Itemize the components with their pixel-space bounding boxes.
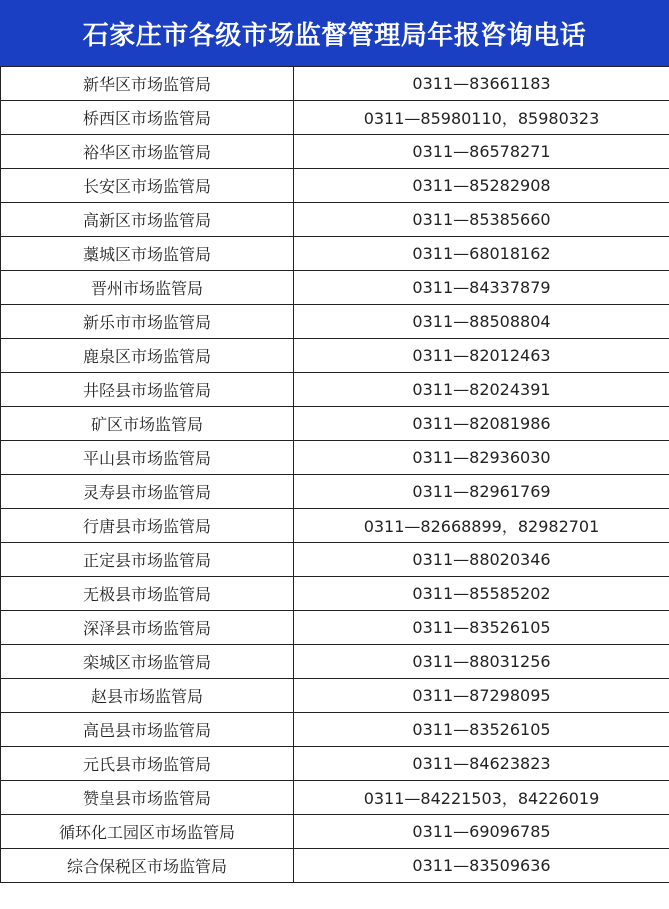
contact-table	[0, 66, 669, 883]
table-row	[1, 101, 669, 135]
phone-number-cell: 0311—82024391	[294, 373, 669, 407]
table-row	[1, 577, 669, 611]
agency-name-cell: 晋州市场监管局	[1, 271, 294, 305]
phone-number-cell: 0311—83526105	[294, 611, 669, 645]
phone-number-cell: 0311—85385660	[294, 203, 669, 237]
agency-name-cell: 无极县市场监管局	[1, 577, 294, 611]
phone-number-cell: 0311—88508804	[294, 305, 669, 339]
agency-name-cell: 裕华区市场监管局	[1, 135, 294, 169]
table-row	[1, 271, 669, 305]
table-row	[1, 305, 669, 339]
phone-number-cell: 0311—69096785	[294, 815, 669, 849]
phone-number-cell: 0311—85282908	[294, 169, 669, 203]
phone-number-cell: 0311—88020346	[294, 543, 669, 577]
table-row	[1, 237, 669, 271]
phone-number-cell: 0311—86578271	[294, 135, 669, 169]
phone-number-cell: 0311—85585202	[294, 577, 669, 611]
table-row	[1, 373, 669, 407]
agency-name-cell: 平山县市场监管局	[1, 441, 294, 475]
agency-name-cell: 元氏县市场监管局	[1, 747, 294, 781]
agency-name-cell: 行唐县市场监管局	[1, 509, 294, 543]
agency-name-cell: 桥西区市场监管局	[1, 101, 294, 135]
agency-name-cell: 新乐市市场监管局	[1, 305, 294, 339]
phone-number-cell: 0311—82668899，82982701	[294, 509, 669, 543]
phone-number-cell: 0311—68018162	[294, 237, 669, 271]
phone-number-cell: 0311—84337879	[294, 271, 669, 305]
agency-name-cell: 井陉县市场监管局	[1, 373, 294, 407]
table-row	[1, 67, 669, 101]
contact-table-body	[1, 67, 669, 883]
page-title: 石家庄市各级市场监督管理局年报咨询电话	[0, 0, 669, 66]
agency-name-cell: 综合保税区市场监管局	[1, 849, 294, 883]
phone-number-cell: 0311—82936030	[294, 441, 669, 475]
agency-name-cell: 深泽县市场监管局	[1, 611, 294, 645]
phone-number-cell: 0311—82012463	[294, 339, 669, 373]
phone-number-cell: 0311—82081986	[294, 407, 669, 441]
table-row	[1, 713, 669, 747]
agency-name-cell: 矿区市场监管局	[1, 407, 294, 441]
table-row	[1, 611, 669, 645]
phone-number-cell: 0311—84221503，84226019	[294, 781, 669, 815]
table-row	[1, 475, 669, 509]
phone-number-cell: 0311—87298095	[294, 679, 669, 713]
table-row	[1, 815, 669, 849]
agency-name-cell: 栾城区市场监管局	[1, 645, 294, 679]
agency-name-cell: 赵县市场监管局	[1, 679, 294, 713]
phone-number-cell: 0311—88031256	[294, 645, 669, 679]
contact-table-container	[0, 66, 669, 909]
phone-number-cell: 0311—85980110，85980323	[294, 101, 669, 135]
phone-number-cell: 0311—82961769	[294, 475, 669, 509]
table-row	[1, 781, 669, 815]
table-row	[1, 135, 669, 169]
phone-number-cell: 0311—83526105	[294, 713, 669, 747]
table-row	[1, 679, 669, 713]
agency-name-cell: 赞皇县市场监管局	[1, 781, 294, 815]
phone-number-cell: 0311—83509636	[294, 849, 669, 883]
table-row	[1, 543, 669, 577]
agency-name-cell: 高邑县市场监管局	[1, 713, 294, 747]
phone-number-cell: 0311—84623823	[294, 747, 669, 781]
agency-name-cell: 高新区市场监管局	[1, 203, 294, 237]
table-row	[1, 407, 669, 441]
agency-name-cell: 鹿泉区市场监管局	[1, 339, 294, 373]
agency-name-cell: 藁城区市场监管局	[1, 237, 294, 271]
table-row	[1, 509, 669, 543]
agency-name-cell: 新华区市场监管局	[1, 67, 294, 101]
table-row	[1, 203, 669, 237]
agency-name-cell: 循环化工园区市场监管局	[1, 815, 294, 849]
agency-name-cell: 正定县市场监管局	[1, 543, 294, 577]
table-row	[1, 645, 669, 679]
table-row	[1, 849, 669, 883]
agency-name-cell: 灵寿县市场监管局	[1, 475, 294, 509]
phone-number-cell: 0311—83661183	[294, 67, 669, 101]
agency-name-cell: 长安区市场监管局	[1, 169, 294, 203]
table-row	[1, 169, 669, 203]
table-row	[1, 747, 669, 781]
table-row	[1, 441, 669, 475]
table-row	[1, 339, 669, 373]
